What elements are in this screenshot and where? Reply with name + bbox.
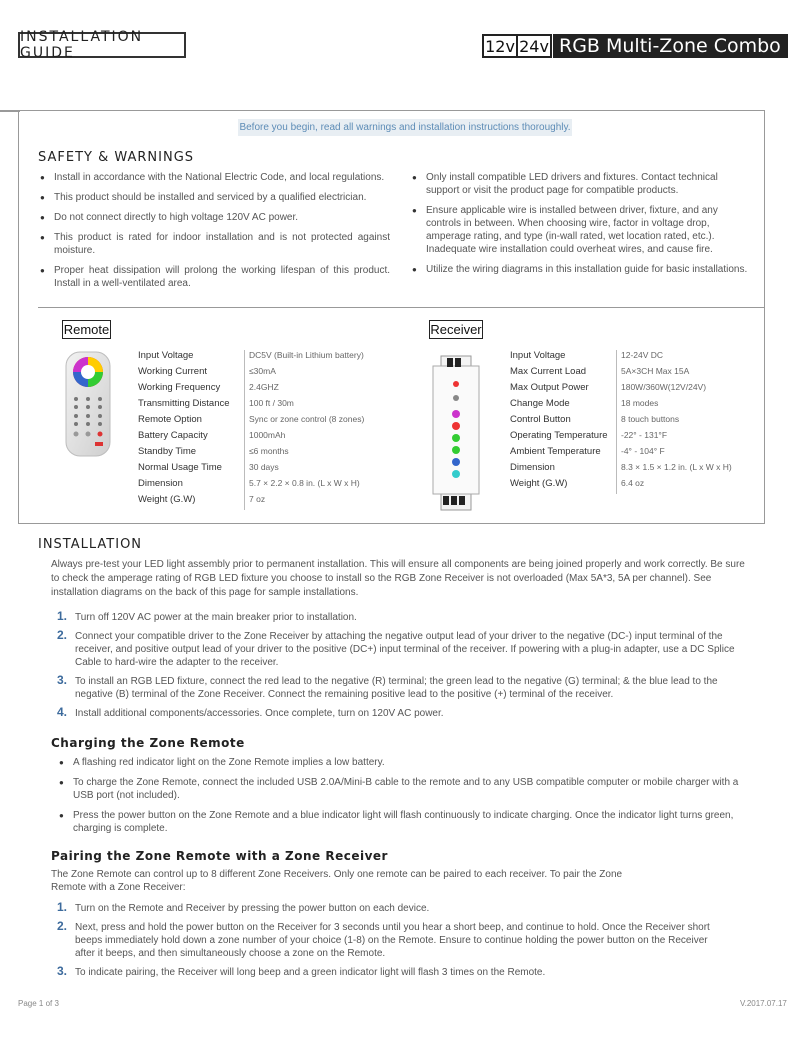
guide-label: INSTALLATION GUIDE <box>18 32 186 58</box>
spec-value: Sync or zone control (8 zones) <box>249 414 365 424</box>
pairing-step <box>51 921 711 960</box>
version-label: V.2017.07.17 <box>740 999 787 1008</box>
list-item: ● Ensure applicable wire is installed between driver, fixture, and any controls in between. When choosing wire, factor in voltage drop, amperage rating, and type (in-wall rated, wet location rated, etc.). Inadequate wire installation could overheat wires, and cause fire. <box>410 204 748 256</box>
spec-value: -22° - 131°F <box>621 430 668 440</box>
spec-value: DC5V (Built-in Lithium battery) <box>249 350 364 360</box>
spec-label: Weight (G.W) <box>138 494 196 505</box>
spec-value: 7 oz <box>249 494 266 504</box>
spec-label: Battery Capacity <box>138 430 208 441</box>
spec-value: ≤6 months <box>249 446 289 456</box>
list-item: ● Install in accordance with the National Electric Code, and local regulations. <box>38 171 390 184</box>
step-text: Turn on the Remote and Receiver by pressing the power button on each device. <box>75 903 430 914</box>
list-item: ● This product should be installed and serviced by a qualified electrician. <box>38 191 390 204</box>
spec-value: 5A×3CH Max 15A <box>621 366 690 376</box>
installation-step <box>51 707 748 720</box>
spec-value: -4° - 104° F <box>621 446 665 456</box>
list-item: ● Press the power button on the Zone Remote and a blue indicator light will flash continuously to indicate charging. Once the indicator light turns green, charging is complete. <box>57 809 748 835</box>
spec-label: Ambient Temperature <box>510 446 601 457</box>
pairing-step <box>51 902 711 915</box>
remote-image <box>63 350 113 458</box>
spec-value: 5.7 × 2.2 × 0.8 in. (L x W x H) <box>249 478 360 488</box>
receiver-spec-keys <box>510 350 616 494</box>
spec-value: ≤30mA <box>249 366 276 376</box>
page-number: Page 1 of 3 <box>18 999 59 1008</box>
step-number: 3. <box>57 964 68 978</box>
spec-row <box>138 414 244 430</box>
list-item: ● This product is rated for indoor installation and is not protected against moisture. <box>38 231 390 257</box>
list-item: ● Proper heat dissipation will prolong the working lifespan of this product. Install in a well-ventilated area. <box>38 264 390 290</box>
spec-label: Working Current <box>138 366 207 377</box>
receiver-image <box>429 350 483 516</box>
step-number: 2. <box>57 919 68 933</box>
product-title: RGB Multi-Zone Combo <box>553 34 788 58</box>
spec-label: Max Current Load <box>510 366 587 377</box>
spec-label: Dimension <box>510 462 555 473</box>
spec-label: Control Button <box>510 414 571 425</box>
step-text: Next, press and hold the power button on the Receiver for 3 seconds until you hear a short beep, and continue to hold. Once the Receiver short beeps immediately hold down a zone number of your choice (1-8) on the Remote. Ensure to continue holding the power button on the Receiver after it beeps, and then simultaneously choose a zone on the Remote. <box>75 922 710 959</box>
safety-title: SAFETY & WARNINGS <box>38 150 195 165</box>
warning-banner: Before you begin, read all warnings and installation instructions thoroughly. <box>238 119 572 136</box>
remote-spec-keys <box>138 350 244 510</box>
installation-step <box>51 630 748 669</box>
list-item: ● A flashing red indicator light on the Zone Remote implies a low battery. <box>57 756 748 769</box>
spec-label: Standby Time <box>138 446 197 457</box>
step-text: To install an RGB LED fixture, connect the red lead to the negative (R) terminal; the green lead to the negative (G) terminal; & the blue lead to the negative (B) terminal of the Zone Receiver. Connect the remaining positive lead to the positive (+) terminal of the receiver. <box>75 676 718 700</box>
pairing-intro: The Zone Remote can control up to 8 different Zone Receivers. Only one remote can be paired to each receiver. To pair the Zone Remote with a Zone Receiver: <box>51 869 623 893</box>
spec-value: 180W/360W(12V/24V) <box>621 382 707 392</box>
spec-row <box>138 494 244 510</box>
spec-value: 12-24V DC <box>621 350 664 360</box>
spec-row <box>138 350 244 366</box>
remote-spec-values <box>249 350 364 510</box>
spec-row <box>138 462 244 478</box>
spec-value: 2.4GHZ <box>249 382 279 392</box>
spec-value: 8.3 × 1.5 × 1.2 in. (L x W x H) <box>621 462 732 472</box>
spec-row <box>138 382 244 398</box>
voltage-12-badge: 12v <box>482 34 518 58</box>
step-number: 3. <box>57 673 68 687</box>
list-item: ● Do not connect directly to high voltage 120V AC power. <box>38 211 390 224</box>
remote-specs <box>138 350 364 510</box>
pairing-step <box>51 966 711 979</box>
spec-label: Dimension <box>138 478 183 489</box>
charging-list <box>57 756 748 842</box>
voltage-24-badge: 24v <box>516 34 552 58</box>
spec-label: Working Frequency <box>138 382 221 393</box>
pairing-steps <box>51 902 711 985</box>
list-item: ● Utilize the wiring diagrams in this installation guide for basic installations. <box>410 263 748 276</box>
charging-title: Charging the Zone Remote <box>51 736 245 750</box>
step-number: 1. <box>57 609 68 623</box>
receiver-tag: Receiver <box>430 322 482 337</box>
spec-row <box>138 398 244 414</box>
divider <box>38 307 765 308</box>
spec-row <box>138 366 244 382</box>
receiver-spec-values <box>621 350 732 494</box>
spec-row <box>138 446 244 462</box>
remote-tag: Remote <box>63 322 110 337</box>
step-number: 2. <box>57 628 68 642</box>
receiver-specs <box>510 350 732 494</box>
step-number: 1. <box>57 900 68 914</box>
spec-label: Operating Temperature <box>510 430 608 441</box>
spec-label: Transmitting Distance <box>138 398 230 409</box>
spec-label: Change Mode <box>510 398 570 409</box>
spec-value: 1000mAh <box>249 430 286 440</box>
spec-divider <box>616 350 617 494</box>
spec-divider <box>244 350 245 510</box>
spec-value: 18 modes <box>621 398 659 408</box>
spec-label: Remote Option <box>138 414 202 425</box>
spec-label: Max Output Power <box>510 382 589 393</box>
spec-label: Weight (G.W) <box>510 478 568 489</box>
installation-step <box>51 675 748 701</box>
step-text: Connect your compatible driver to the Zone Receiver by attaching the negative output lead of your driver to the negative (DC-) input terminal of the receiver, and positive output lead of your driver to the positive (DC+) input terminal of the receiver. If powering with a plug-in adapter, use a DC Splice Cable to hard-wire the adapter to the receiver. <box>75 631 735 668</box>
list-item: ● To charge the Zone Remote, connect the included USB 2.0A/Mini-B cable to the remote and to any USB compatible computer or mobile charger with a USB port (not included). <box>57 776 748 802</box>
spec-value: 30 days <box>249 462 279 472</box>
safety-right-list <box>410 171 748 283</box>
installation-title: INSTALLATION <box>38 537 143 552</box>
list-item: ● Only install compatible LED drivers and fixtures. Contact technical support or visit the product page for compatible products. <box>410 171 748 197</box>
spec-value: 6.4 oz <box>621 478 645 488</box>
pairing-title: Pairing the Zone Remote with a Zone Receiver <box>51 849 388 863</box>
spec-value: 8 touch buttons <box>621 414 680 424</box>
frame-top-line <box>0 110 20 112</box>
installation-intro: Always pre-test your LED light assembly prior to permanent installation. This will ensure all components are being joined properly and work correctly. Be sure to check the amperage rating of RGB LED fixture you choose to install so the RGB Zone Receiver is not overloaded (Max 5A*3, 5A per channel). See installation diagrams on the back of this page for sample installations. <box>51 559 745 598</box>
spec-label: Input Voltage <box>138 350 194 361</box>
step-text: Install additional components/accessories. Once complete, turn on 120V AC power. <box>75 708 444 719</box>
step-text: Turn off 120V AC power at the main breaker prior to installation. <box>75 612 357 623</box>
safety-left-list <box>38 171 390 297</box>
spec-value: 100 ft / 30m <box>249 398 294 408</box>
step-number: 4. <box>57 705 68 719</box>
installation-step <box>51 611 748 624</box>
step-text: To indicate pairing, the Receiver will long beep and a green indicator light will flash 3 times on the Remote. <box>75 967 546 978</box>
spec-row <box>138 478 244 494</box>
spec-row <box>138 430 244 446</box>
spec-label: Input Voltage <box>510 350 566 361</box>
spec-label: Normal Usage Time <box>138 462 222 473</box>
installation-steps <box>51 611 748 726</box>
